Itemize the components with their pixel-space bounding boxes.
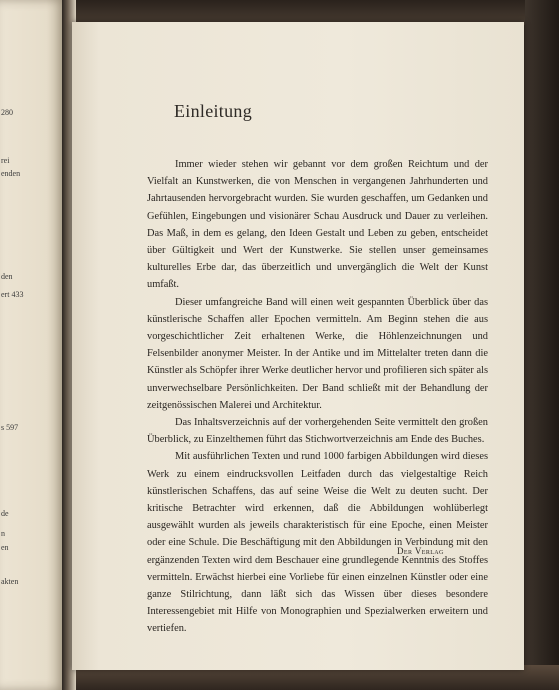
left-page-text: s 597 [1,423,19,432]
left-page-text: de [1,509,9,518]
signature: Der Verlag [397,546,444,556]
left-page-text: rei [1,156,10,165]
left-page-text: enden [1,169,21,178]
left-page-text: n [1,529,5,538]
body-text [147,156,488,638]
left-page-text: 280 [1,108,13,117]
paragraph: Immer wieder stehen wir gebannt vor dem großen Reichtum und der Vielfalt an Kunstwerken, die von Menschen in vergangenen Jahrhunderten und Jahrtausenden hervorgebracht wurden. Sie wurden geschaffen, um Gedanken und Gefühlen, Eingebungen und visionärer Schau Ausdruck und Dauer zu verleihen. Das Maß, in dem es gelang, den Ideen Gestalt und Leben zu geben, entscheidet über Gültigkeit und Wert der Kunstwerke. Sie stellen unser gemeinsames kulturelles Erbe dar, das überzeitlich und unvergänglich die Welt der Kunst umfaßt. [147,159,488,291]
page-title: Einleitung [174,101,252,121]
left-page-text: en [1,543,9,552]
background-right [525,0,559,690]
left-page-text: ert 433 [1,290,24,299]
left-page [0,0,66,690]
paragraph: Mit ausführlichen Texten und rund 1000 farbigen Abbildungen wird dieses Werk zu einem eindrucksvollen Leitfaden durch das vielgestaltige Reich künstlerischen Schaffens, das auf seine Weise die Welt zu deuten sucht. Der kritische Betrachter wird erkennen, daß die Abbildungen wohlüberlegt ausgewählt wurden als jeweils charakteristisch für eine Epoche, einen Meister oder eine Schule. Die Beschäftigung mit den Abbildungen in Verbindung mit den ergänzenden Texten wird dem Beschauer eine grundlegende Kenntnis des Stoffes vermitteln. Erwächst hierbei eine Vorliebe für einen einzelnen Künstler oder eine ganze Stilrichtung, dann läßt sich das Wissen über dieses besondere Interessengebiet mit Hilfe von Monographien und Spezialwerken erweitern und vertiefen. [147,451,488,635]
paragraph: Das Inhaltsverzeichnis auf der vorhergehenden Seite vermittelt den großen Überblick, zu Einzelthemen führt das Stichwortverzeichnis am Ende des Buches. [147,417,488,446]
left-page-text: den [1,272,13,281]
paragraph: Dieser umfangreiche Band will einen weit gespannten Überblick über das künstlerische Schaffen aller Epochen vermitteln. Am Beginn stehen die aus vorgeschichtlicher Zeit erhaltenen Werke, die Höhlenzeichnungen und Felsenbilder anonymer Meister. In der Antike und im Mittelalter treten dann die Künstler als Schöpfer ihrer Werke deutlicher hervor und profilieren sich später als unverwechselbare Persönlichkeiten. Der Band schließt mit der Behandlung der zeitgenössischen Malerei und Architektur. [147,296,488,411]
left-page-text: akten [1,577,19,586]
